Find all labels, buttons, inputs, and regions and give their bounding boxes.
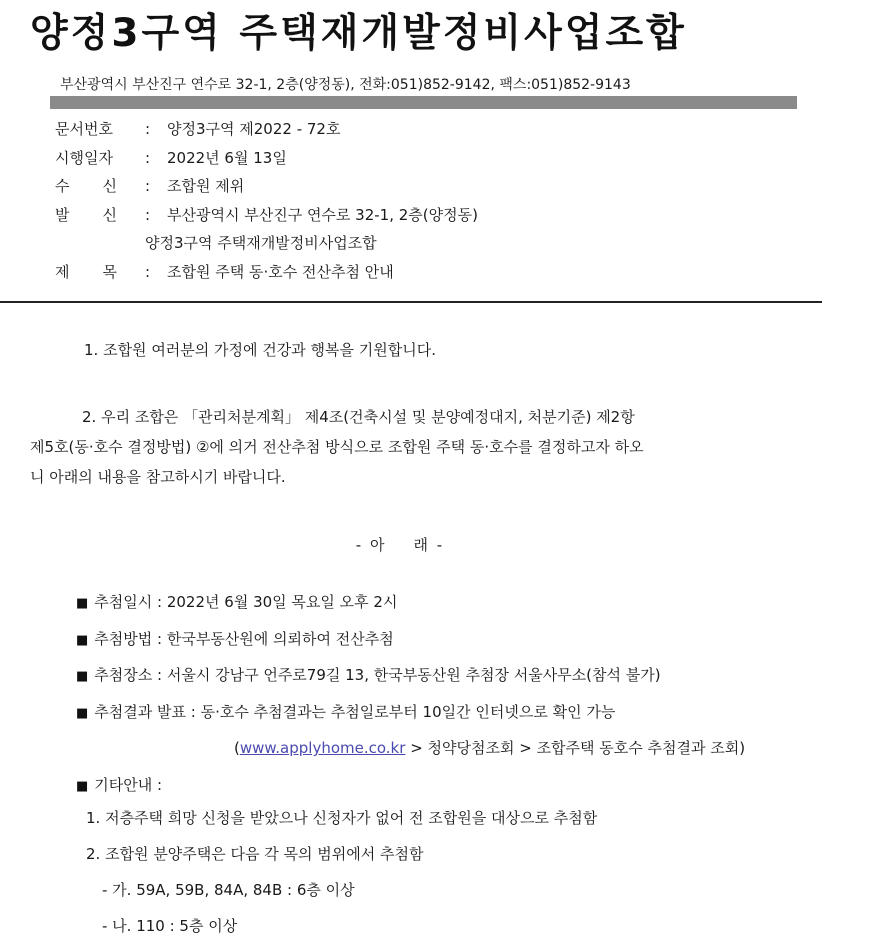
- document-title: 양정3구역 주택재개발정비사업조합: [30, 11, 687, 56]
- note-1: 1. 저층주택 희망 신청을 받았으나 신청자가 없어 전 조합원을 대상으로 추첨함: [86, 809, 598, 827]
- meta-issue-date: 시행일자 : 2022년 6월 13일: [55, 148, 287, 167]
- result-link-line: (www.applyhome.co.kr > 청약당첨조회 > 조합주택 동호수 추첨결과 조회): [234, 739, 746, 757]
- draw-details-list: [76, 590, 745, 809]
- document-meta: [55, 119, 478, 290]
- other-notes: [86, 806, 597, 950]
- note-2b: - 나. 110 : 5층 이상: [102, 917, 238, 935]
- meta-subject: 제 목 : 조합원 주택 동·호수 전산추첨 안내: [55, 262, 394, 281]
- meta-sender: 발 신 : 부산광역시 부산진구 연수로 32-1, 2층(양정동): [55, 205, 478, 224]
- section-heading: - 아 래 -: [355, 536, 445, 554]
- square-bullet-icon: ■: [76, 705, 89, 721]
- header-rule: [0, 301, 822, 303]
- header-divider-bar: [50, 96, 797, 109]
- paragraph-2: 2. 우리 조합은 「관리처분계획」 제4조(건축시설 및 분양예정대지, 처분기준) 제2항 제5호(동·호수 결정방법) ②에 의거 전산추첨 방식으로 조합원 주택 동·호수를 결정하고자 하오 니 아래의 내용을 참고하시기 바랍니다.: [30, 408, 644, 486]
- meta-recipient: 수 신 : 조합원 제위: [55, 177, 245, 195]
- square-bullet-icon: ■: [76, 669, 89, 684]
- paragraph-1: 1. 조합원 여러분의 가정에 건강과 행복을 기원합니다.: [84, 341, 436, 359]
- applyhome-link[interactable]: www.applyhome.co.kr: [239, 739, 406, 757]
- list-item: ■ 추첨결과 발표 : 동·호수 추첨결과는 추첨일로부터 10일간 인터넷으로 확인 가능: [76, 702, 616, 721]
- list-item: ■ 추첨방법 : 한국부동산원에 의뢰하여 전산추첨: [76, 629, 394, 648]
- note-2a: - 가. 59A, 59B, 84A, 84B : 6층 이상: [102, 881, 355, 899]
- square-bullet-icon: ■: [76, 778, 89, 794]
- meta-doc-number: 문서번호 : 양정3구역 제2022 - 72호: [55, 120, 341, 138]
- meta-sender-cont: 양정3구역 주택재개발정비사업조합: [145, 234, 377, 252]
- list-item: ■ 기타안내 :: [76, 775, 163, 794]
- list-item: ■ 추첨일시 : 2022년 6월 30일 목요일 오후 2시: [76, 593, 398, 611]
- square-bullet-icon: ■: [76, 596, 89, 611]
- square-bullet-icon: ■: [76, 632, 89, 648]
- note-2: 2. 조합원 분양주택은 다음 각 목의 범위에서 추첨함: [86, 845, 424, 863]
- union-address: 부산광역시 부산진구 연수로 32-1, 2층(양정동), 전화:051)852-9142, 팩스:051)852-9143: [60, 77, 631, 93]
- list-item: ■ 추첨장소 : 서울시 강남구 언주로79길 13, 한국부동산원 추첨장 서울사무소(참석 불가): [76, 666, 661, 684]
